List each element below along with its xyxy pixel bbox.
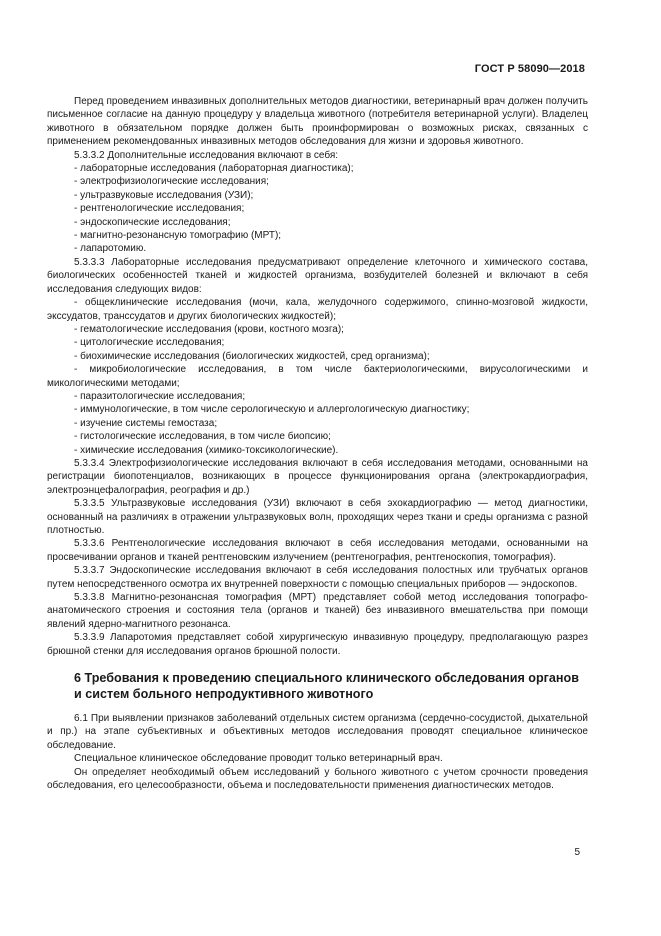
clause-6-1: 6.1 При выявлении признаков заболеваний отдельных систем организма (сердечно-сосудистой, дыхательной и пр.) на этапе субъективных и объективных методов исследования проводят специальное клиническое обследование. [47,713,588,751]
list-item: - химические исследования (химико-токсикологические). [74,444,339,456]
list-item: - микробиологические исследования, в том числе бактериологическими, вирусологическими и микологическими методами; [47,364,588,389]
list-item: - паразитологические исследования; [74,390,246,402]
list-item: - цитологические исследования; [74,337,225,349]
list-item: - лабораторные исследования (лабораторная диагностика); [74,163,354,175]
intro-paragraph: Перед проведением инвазивных дополнительных методов диагностики, ветеринарный врач должен получить письменное согласие на данную процедуру у владельца животного (потребителя ветеринарной услуги). Владелец животного в обязательном порядке должен быть проинформирован о возможных рисках, связанных с применением рекомендованных инвазивных методов обследования для жизни и здоровья животного. [47,96,588,148]
section-6-heading: 6 Требования к проведению специального клинического обследования органов и систем больного непродуктивного животного [74,671,579,702]
clause-5-3-3-4: 5.3.3.4 Электрофизиологические исследования включают в себя исследования методами, основанными на регистрации биопотенциалов, возникающих в процессе функционирования органа (электрокардиография, электроэнцефалография, реография и др.) [47,457,588,496]
list-item: - гистологические исследования, в том числе биопсию; [74,431,331,443]
section-6-paragraph: Специальное клиническое обследование проводит только ветеринарный врач. [74,753,443,765]
document-standard-number: ГОСТ Р 58090—2018 [474,63,585,75]
list-item: - лапаротомию. [74,243,147,255]
list-item: - эндоскопические исследования; [74,216,231,228]
list-item: - изучение системы гемостаза; [74,417,218,429]
clause-5-3-3-9: 5.3.3.9 Лапаротомия представляет собой хирургическую инвазивную процедуру, предполагающую разрез брюшной стенки для исследования органов брюшной полости. [47,632,588,657]
clause-5-3-3-8: 5.3.3.8 Магнитно-резонансная томография (МРТ) представляет собой метод исследования топографо-анатомического строения и состояния тела (органов и тканей) без инвазивного вмешательства при помощи явлений ядерно-магнитного резонанса. [47,592,588,630]
list-item: - магнитно-резонансную томографию (МРТ); [74,230,282,242]
list-item: - биохимические исследования (биологических жидкостей, сред организма); [74,350,430,362]
list-item: - общеклинические исследования (мочи, кала, желудочного содержимого, спинно-мозговой жидкости, экссудатов, транссудатов и других биологических жидкостей); [47,297,588,322]
section-6-paragraph: Он определяет необходимый объем исследований у больного животного с учетом срочности проведения обследования, его целесообразности, объема и последовательности применения диагностических методов. [47,766,588,792]
list-item: - ультразвуковые исследования (УЗИ); [74,189,254,201]
list-item: - иммунологические, в том числе серологическую и аллергологическую диагностику; [74,404,470,416]
page-number: 5 [574,847,580,858]
clause-5-3-3-7: 5.3.3.7 Эндоскопические исследования включают в себя исследования полостных или трубчатых органов путем непосредственного осмотра их внутренней поверхности с помощью специальных приборов — эндоскопов. [47,565,588,590]
list-item: - электрофизиологические исследования; [74,176,269,188]
clause-5-3-3-6: 5.3.3.6 Рентгенологические исследования включают в себя исследования методами, основанными на просвечивании органов и тканей рентгеновским излучением (рентгенография, рентгеноскопия, томография). [47,538,588,563]
list-item: - гематологические исследования (крови, костного мозга); [74,323,344,335]
clause-5-3-3-3: 5.3.3.3 Лабораторные исследования предусматривают определение клеточного и химического состава, биологических особенностей тканей и жидкостей организма, возбудителей болезней и включают в себя исследования следующих видов: [47,256,588,295]
clause-5-3-3-2: 5.3.3.2 Дополнительные исследования включают в себя: [74,149,339,161]
clause-5-3-3-5: 5.3.3.5 Ультразвуковые исследования (УЗИ) включают в себя эхокардиографию — метод диагностики, основанный на различиях в отражении ультразвуковых волн, проходящих через ткани и среды организма с разной плотностью. [47,498,588,536]
list-item: - рентгенологические исследования; [74,203,245,215]
document-body [47,95,588,793]
